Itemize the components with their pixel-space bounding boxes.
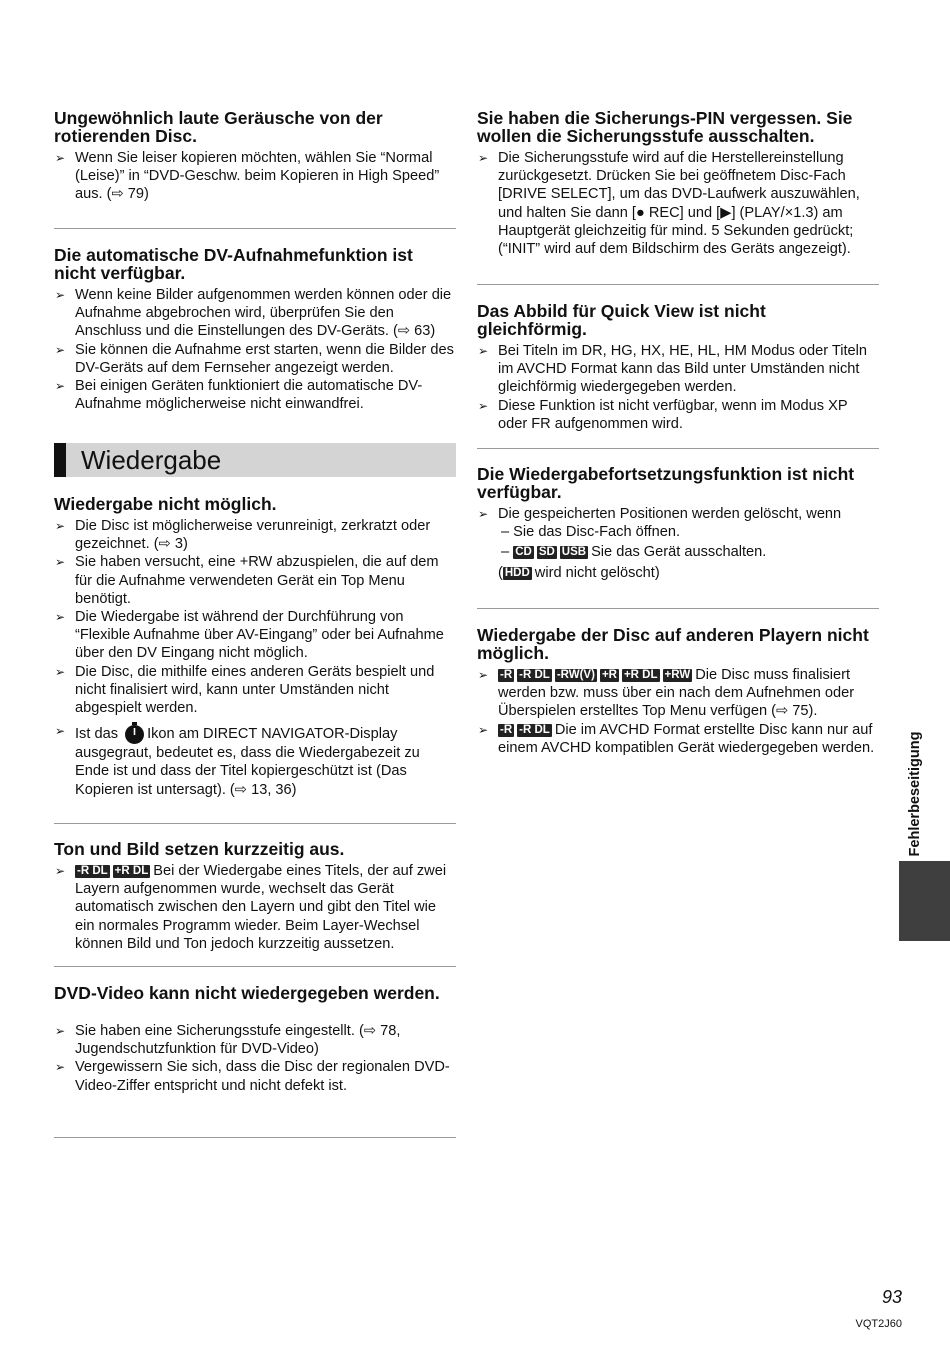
heading: DVD-Video kann nicht wiedergegeben werden.	[54, 983, 440, 1003]
list-item: ➢ Diese Funktion ist nicht verfügbar, wenn im Modus XP oder FR aufgenommen wird.	[478, 397, 848, 432]
heading: Die automatische DV-Aufnahmefunktion ist nicht verfügbar.	[54, 245, 413, 283]
heading: Sie haben die Sicherungs-PIN vergessen. Sie wollen die Sicherungsstufe ausschalten.	[477, 108, 853, 146]
disc-badge: SD	[538, 546, 555, 559]
disc-badge: +R DL	[623, 669, 658, 681]
arrow-bullet-icon: ➢	[55, 864, 66, 878]
arrow-bullet-icon: ➢	[55, 151, 66, 165]
arrow-bullet-icon: ➢	[478, 344, 489, 358]
arrow-bullet-icon: ➢	[478, 398, 489, 413]
section-marker	[54, 443, 66, 477]
side-tab-label: Fehlerbeseitigung	[907, 731, 923, 857]
list-item: ➢ Ist das Ikon am DIRECT NAVIGATOR-Display ausgegraut, bedeutet es, dass die Wiedergabezeit zu Ende ist und dass der Titel kopiergeschützt ist (Das Kopieren ist untersagt). (⇨ 13, 36)	[55, 724, 420, 798]
arrow-bullet-icon: ➢	[55, 288, 66, 302]
arrow-bullet-icon: ➢	[55, 379, 66, 394]
arrow-bullet-icon: ➢	[55, 555, 66, 570]
side-tab-block	[899, 861, 950, 941]
disc-badge: +R DL	[114, 865, 149, 877]
divider	[54, 1137, 456, 1138]
section-resume-playback	[477, 465, 879, 582]
document-code: VQT2J60	[855, 1318, 902, 1330]
list-item: ➢ Wenn Sie leiser kopieren möchten, wählen Sie “Normal (Leise)” in “DVD-Geschw. beim Kopieren in High Speed” aus. (⇨ 79)	[55, 150, 440, 203]
disc-badge: -RW(V)	[556, 669, 595, 681]
list-item: ➢ Vergewissern Sie sich, dass die Disc der regionalen DVD-Video-Ziffer entspricht und nicht defekt ist.	[55, 1059, 450, 1094]
section-sound-picture-dropout	[54, 840, 456, 953]
divider	[477, 284, 879, 285]
divider	[477, 608, 879, 609]
heading: Die Wiedergabefortsetzungsfunktion ist nicht verfügbar.	[477, 464, 855, 502]
section-dvd-video	[54, 984, 456, 1095]
arrow-bullet-icon: ➢	[55, 342, 66, 357]
heading: Ton und Bild setzen kurzzeitig aus.	[54, 839, 345, 859]
disc-badge: -R DL	[77, 865, 108, 877]
play-icon: ▶	[720, 204, 732, 221]
section-forgot-pin	[477, 109, 879, 258]
divider	[54, 966, 456, 967]
section-title-bar	[54, 443, 456, 477]
arrow-bullet-icon: ➢	[55, 519, 66, 533]
list-item: ➢ -R -R DL -RW(V) +R +R DL +RW Die Disc muss finalisiert werden bzw. muss über ein nach dem Aufnehmen oder Überspielen erstelltes Top Menu verfügen (⇨ 75).	[478, 667, 855, 720]
list-item: ➢ Bei Titeln im DR, HG, HX, HE, HL, HM Modus oder Titeln im AVCHD Format kann das Bild unter Umständen nicht gleichförmig wiedergegeben werden.	[478, 343, 868, 396]
list-item: ➢ Die gespeicherten Positionen werden gelöscht, wenn	[478, 506, 842, 522]
section-playback-impossible	[54, 495, 456, 799]
divider	[54, 823, 456, 824]
sub-item: ( HDD wird nicht gelöscht)	[498, 564, 660, 581]
section-other-players	[477, 626, 879, 757]
heading: Wiedergabe der Disc auf anderen Playern nicht möglich.	[477, 625, 869, 663]
heading: Das Abbild für Quick View ist nicht gleichförmig.	[477, 301, 766, 339]
arrow-bullet-icon: ➢	[478, 668, 489, 682]
arrow-bullet-icon: ➢	[55, 610, 66, 625]
arrow-bullet-icon: ➢	[55, 1024, 66, 1038]
arrow-bullet-icon: ➢	[478, 722, 489, 737]
section-loud-noise	[54, 109, 456, 204]
disc-badge: CD	[515, 546, 532, 559]
list-item: ➢ Bei einigen Geräten funktioniert die automatische DV-Aufnahme möglicherweise nicht einwandfrei.	[55, 378, 423, 413]
list-item: ➢ -R DL +R DL Bei der Wiedergabe eines Titels, der auf zwei Layern aufgenommen wurde, wechselt das Gerät automatisch zwischen den Layern und gibt den Titel wie ein normales Programm wieder. Beim Layer-Wechsel können Bild und Ton jedoch kurzzeitig aussetzen.	[55, 863, 447, 952]
list-item: ➢ Wenn keine Bilder aufgenommen werden können oder die Aufnahme abgebrochen wird, überprüfen Sie den Anschluss und die Einstellungen des DV-Geräts. (⇨ 63)	[55, 287, 452, 340]
sub-item: – CD SD USB Sie das Gerät ausschalten.	[501, 544, 767, 561]
arrow-bullet-icon: ➢	[478, 151, 489, 165]
record-dot-icon: ●	[635, 204, 645, 221]
section-title: Wiedergabe	[81, 445, 222, 475]
disc-badge: +R	[601, 669, 617, 681]
arrow-bullet-icon: ➢	[55, 664, 66, 679]
disc-badge: -R DL	[519, 723, 550, 736]
disc-badge: USB	[561, 546, 587, 559]
section-dv-recording	[54, 246, 456, 413]
stopwatch-icon	[124, 722, 145, 744]
list-item: ➢ Die Disc, die mithilfe eines anderen Geräts bespielt und nicht finalisiert wird, kann unter Umständen nicht abgespielt werden.	[55, 663, 435, 717]
arrow-bullet-icon: ➢	[55, 724, 66, 739]
page-number: 93	[881, 1287, 902, 1307]
list-item: ➢ -R -R DL Die im AVCHD Format erstellte Disc kann nur auf einem AVCHD kompatiblen Gerät wiedergegeben werden.	[478, 721, 875, 756]
section-quick-view	[477, 302, 879, 433]
disc-badge: +RW	[664, 669, 691, 681]
list-item: ➢ Die Sicherungsstufe wird auf die Herstellereinstellung zurückgesetzt. Drücken Sie bei geöffnetem Disc-Fach [DRIVE SELECT], um das DVD-Laufwerk auszuwählen, und halten Sie dann [● REC] und [▶] (PLAY/×1.3) am Hauptgerät gleichzeitig für mind. 5 Sekunden gedrückt; (“INIT” wird auf dem Bildschirm des Geräts angezeigt).	[478, 150, 860, 258]
disc-badge: HDD	[504, 566, 530, 579]
list-item: ➢ Sie haben versucht, eine +RW abzuspielen, die auf dem für die Aufnahme verwendeten Gerät ein Top Menu benötigt.	[55, 554, 439, 607]
disc-badge: -R DL	[519, 669, 550, 681]
arrow-bullet-icon: ➢	[478, 507, 489, 521]
divider	[54, 228, 456, 229]
list-item: ➢ Sie haben eine Sicherungsstufe eingestellt. (⇨ 78, Jugendschutzfunktion für DVD-Video)	[55, 1023, 401, 1058]
list-item: ➢ Die Wiedergabe ist während der Durchführung von “Flexible Aufnahme über AV-Eingang” oder bei Aufnahme über den DV Eingang nicht möglich.	[55, 609, 444, 662]
list-item: ➢ Sie können die Aufnahme erst starten, wenn die Bilder des DV-Geräts auf dem Fernseher angezeigt werden.	[55, 341, 454, 376]
sub-item: – Sie das Disc-Fach öffnen.	[501, 524, 681, 541]
heading: Wiedergabe nicht möglich.	[54, 494, 277, 514]
heading: Ungewöhnlich laute Geräusche von der rotierenden Disc.	[54, 108, 383, 146]
divider	[477, 448, 879, 449]
disc-badge: -R	[500, 723, 513, 736]
disc-badge: -R	[500, 669, 513, 681]
list-item: ➢ Die Disc ist möglicherweise verunreinigt, zerkratzt oder gezeichnet. (⇨ 3)	[55, 518, 431, 553]
arrow-bullet-icon: ➢	[55, 1060, 66, 1075]
